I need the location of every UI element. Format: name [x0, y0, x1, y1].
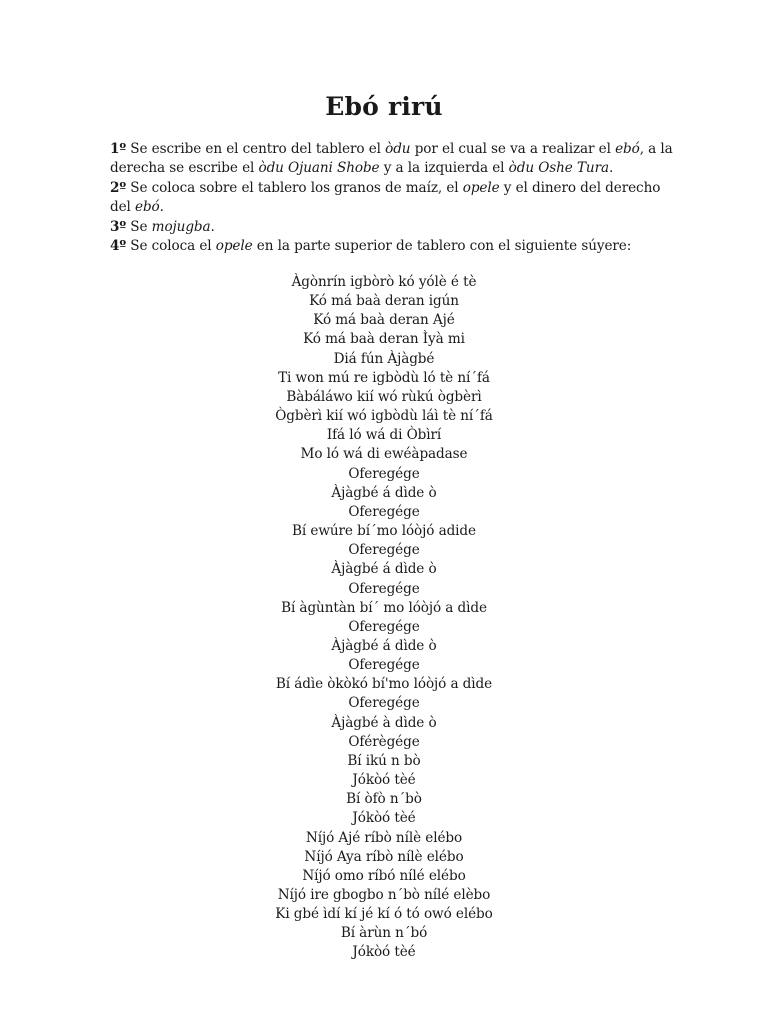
chant-verse: Oferegége	[348, 580, 420, 597]
chant-verse: Àjàgbé á dìde ò	[331, 484, 437, 501]
step-text: Se	[126, 218, 152, 235]
step-text: , a la	[639, 141, 673, 157]
chant-verse: Níjó omo ríbó nílé elébo	[302, 867, 466, 884]
italic-term: òdu Oshe Tura	[508, 160, 609, 177]
italic-term: ebó	[135, 199, 160, 216]
step-text: del	[110, 199, 136, 216]
chant-verse: Àjàgbé à dìde ò	[331, 714, 437, 731]
italic-term: mojugba	[151, 218, 211, 235]
chant-verse: Oferegége	[348, 542, 420, 559]
step-text: .	[159, 199, 164, 216]
chant-verse: Oferegége	[348, 503, 420, 520]
chant-verse: Ògbèrì kií wó igbòdù láì tè ní´fá	[275, 408, 493, 425]
chant-verse: Jókòó tèé	[352, 772, 416, 789]
chant-verse: Oferegége	[348, 618, 420, 635]
instruction-step-2-line	[110, 198, 670, 217]
chant-verse: Mo ló wá di ewéàpadase	[300, 446, 468, 463]
chant-verse: Ifá ló wá di Òbìrí	[326, 427, 442, 444]
step-number: 4º	[110, 238, 127, 255]
chant-verse: Kó má baà deran igún	[309, 293, 459, 310]
italic-term: ebó	[615, 141, 640, 157]
chant-verse: Ki gbé ìdí kí jé kí ó tó owó elébo	[275, 906, 493, 923]
chant-verse: Oferegége	[348, 695, 420, 712]
step-text: y a la izquierda el	[379, 160, 509, 177]
step-number: 3º	[110, 218, 127, 235]
step-text: derecha se escribe el	[110, 160, 259, 177]
chant-verse: Kó má baà deran Ajé	[313, 312, 455, 329]
chant-verse: Àjàgbé á dìde ò	[331, 561, 437, 578]
italic-term: òdu Ojuani Shobe	[258, 160, 380, 177]
chant-verses	[0, 273, 768, 963]
chant-verse: Oferegége	[348, 465, 420, 482]
instruction-step-2-line	[110, 179, 670, 198]
instruction-step-3-line	[110, 218, 670, 237]
italic-term: òdu	[385, 141, 411, 157]
instruction-step-1-line	[110, 159, 670, 178]
chant-verse: Oférègége	[348, 733, 420, 750]
chant-verse: Bí ádìe òkòkó bí'mo lóòjó a dìde	[275, 676, 493, 693]
chant-verse: Bí ewúre bí´mo lóòjó adide	[292, 523, 476, 540]
step-text: .	[608, 160, 614, 177]
step-text: por el cual se va a realizar el	[410, 141, 616, 157]
instructions-list	[110, 140, 673, 256]
step-text: y el dinero del derecho	[499, 179, 661, 196]
chant-verse: Bí àrùn n´bó	[340, 925, 428, 942]
chant-verse: Jókòó tèé	[352, 810, 416, 827]
chant-verse: Bí àgùntàn bí´ mo lóòjó a dìde	[281, 599, 487, 616]
chant-verse: Àgònrín igbòrò kó yólè é tè	[291, 274, 477, 290]
italic-term: opele	[462, 179, 500, 196]
step-text: Se escribe en el centro del tablero el	[126, 141, 386, 157]
chant-verse: Diá fún Àjàgbé	[333, 350, 435, 367]
step-number: 2º	[110, 179, 127, 196]
step-text: Se coloca el	[126, 238, 216, 255]
chant-verse: Níjó Aya ríbò nílè elébo	[304, 848, 464, 865]
italic-term: opele	[215, 238, 253, 255]
chant-verse: Ti won mú re igbòdù ló tè ní´fá	[278, 369, 490, 386]
chant-verse: Bàbáláwo kií wó rùkú ògbèrì	[286, 388, 482, 405]
instruction-step-4-line	[110, 237, 670, 256]
chant-verse: Àjàgbé á dìde ò	[331, 637, 437, 654]
step-text: en la parte superior de tablero con el siguiente súyere:	[252, 238, 632, 255]
chant-verse: Níjó ire gbogbo n´bò nílé elèbo	[277, 887, 491, 903]
chant-verse: Bí òfò n´bò	[346, 791, 422, 808]
chant-verse: Bí ikú n bò	[347, 752, 421, 769]
step-number: 1º	[110, 141, 127, 157]
instruction-step-1-line	[110, 140, 673, 159]
chant-verse: Kó má baà deran Ìyà mi	[303, 331, 465, 348]
page-title: Ebó rirú	[325, 92, 443, 121]
chant-verse: Níjó Ajé ríbò nílè elébo	[305, 829, 463, 846]
step-text: Se coloca sobre el tablero los granos de maíz, el	[126, 179, 463, 196]
chant-verse: Jókòó tèé	[352, 944, 416, 961]
chant-verse: Oferegége	[348, 657, 420, 674]
step-text: .	[210, 218, 215, 235]
